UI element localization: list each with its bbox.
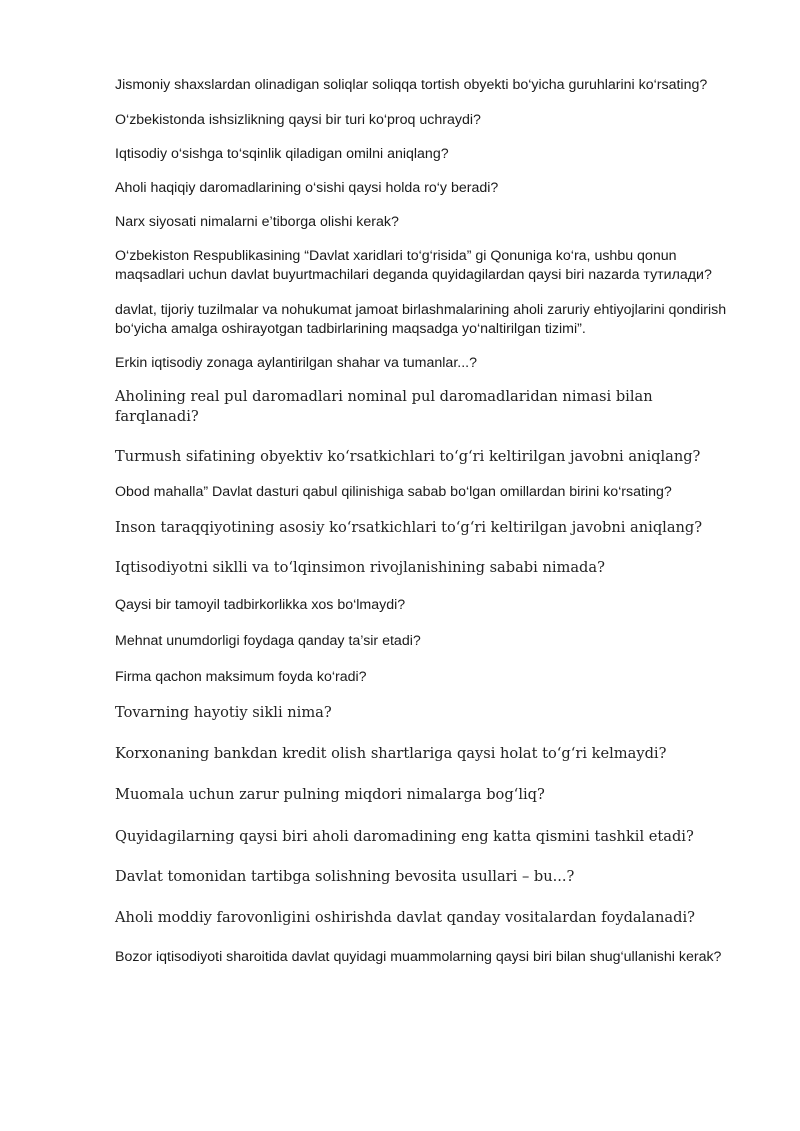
question-12: Inson taraqqiyotining asosiy ko‘rsatkichlari to‘g‘ri keltirilgan javobni aniqlang? <box>115 519 703 536</box>
question-18: Korxonaning bankdan kredit olish shartlariga qaysi holat to‘g‘ri kelmaydi? <box>115 745 667 762</box>
question-5: Narx siyosati nimalarni e’tiborga olishi kerak? <box>115 214 399 230</box>
question-4: Aholi haqiqiy daromadlarining o‘sishi qaysi holda ro‘y beradi? <box>115 180 499 196</box>
question-21: Davlat tomonidan tartibga solishning bevosita usullari – bu...? <box>115 868 575 885</box>
question-7: davlat, tijoriy tuzilmalar va nohukumat jamoat birlashmalarining aholi zaruriy ehtiyojlarini qondirish bo‘yicha amalga oshirayotgan tadbirlarining maqsadga yo‘naltirilgan tizimi”. <box>115 302 727 337</box>
question-13: Iqtisodiyotni siklli va to‘lqinsimon rivojlanishining sababi nimada? <box>115 559 605 576</box>
question-19: Muomala uchun zarur pulning miqdori nimalarga bog‘liq? <box>115 786 545 803</box>
question-17: Tovarning hayotiy sikli nima? <box>115 704 332 721</box>
question-15: Mehnat unumdorligi foydaga qanday ta’sir etadi? <box>115 633 421 649</box>
question-16: Firma qachon maksimum foyda ko‘radi? <box>115 669 367 685</box>
question-23: Bozor iqtisodiyoti sharoitida davlat quyidagi muammolarning qaysi biri bilan shug‘ullanishi kerak? <box>115 949 722 965</box>
question-11: Obod mahalla” Davlat dasturi qabul qilinishiga sabab bo‘lgan omillardan birini ko‘rsating? <box>115 484 672 500</box>
question-2: O‘zbekistonda ishsizlikning qaysi bir turi ko‘proq uchraydi? <box>115 112 481 128</box>
question-1: Jismoniy shaxslardan olinadigan soliqlar soliqqa tortish obyekti bo‘yicha guruhlarini ko‘rsating? <box>115 77 708 93</box>
question-3: Iqtisodiy o‘sishga to‘sqinlik qiladigan omilni aniqlang? <box>115 146 449 162</box>
question-8: Erkin iqtisodiy zonaga aylantirilgan shahar va tumanlar...? <box>115 355 477 371</box>
question-22: Aholi moddiy farovonligini oshirishda davlat qanday vositalardan foydalanadi? <box>115 909 695 926</box>
question-20: Quyidagilarning qaysi biri aholi daromadining eng katta qismini tashkil etadi? <box>115 828 694 845</box>
question-14: Qaysi bir tamoyil tadbirkorlikka xos bo‘lmaydi? <box>115 597 406 613</box>
question-9: Aholining real pul daromadlari nominal pul daromadlaridan nimasi bilan farqlanadi? <box>115 388 653 425</box>
question-10: Turmush sifatining obyektiv ko‘rsatkichlari to‘g‘ri keltirilgan javobni aniqlang? <box>115 448 701 465</box>
question-6: O‘zbekiston Respublikasining “Davlat xaridlari to‘g‘risida” gi Qonuniga ko‘ra, ushbu qonun maqsadlari uchun davlat buyurtmachilari deganda quyidagilardan qaysi biri nazarda тутилади? <box>115 248 712 283</box>
document-page <box>115 76 735 967</box>
